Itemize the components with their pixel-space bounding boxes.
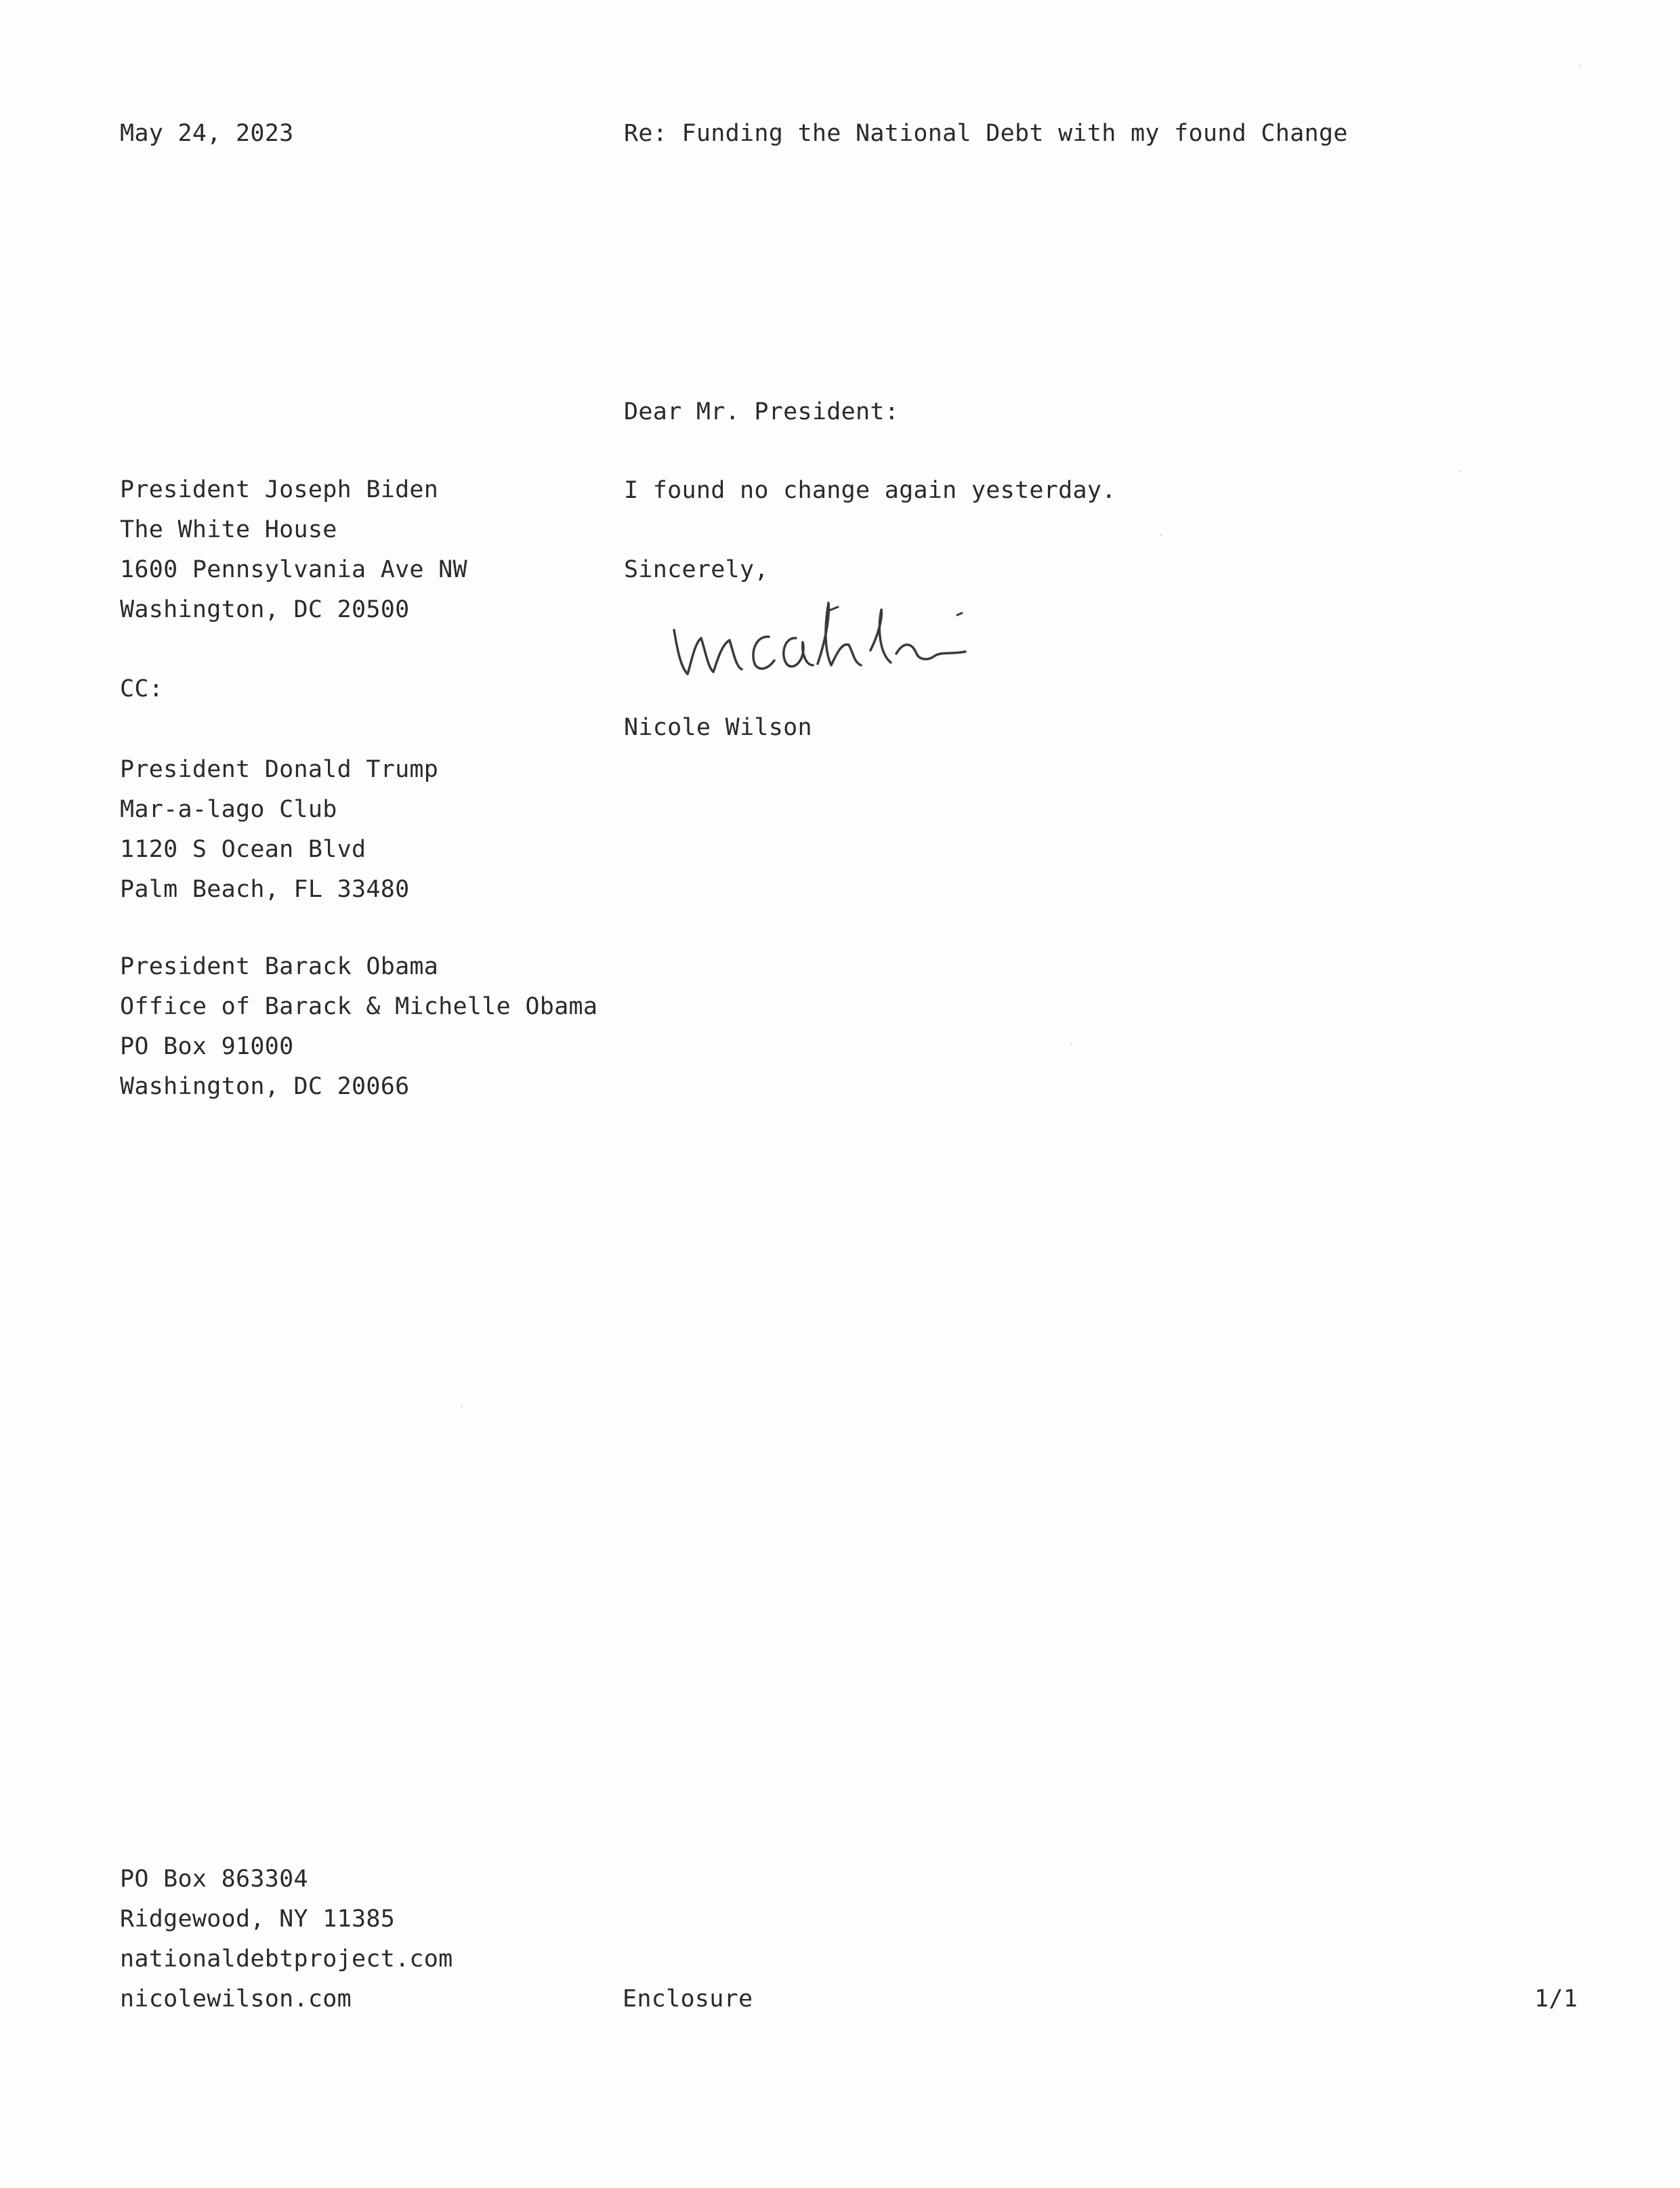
letter-date: May 24, 2023 (120, 120, 294, 147)
cc-line: Mar-a-lago Club (120, 796, 337, 823)
cc-line: 1120 S Ocean Blvd (120, 836, 366, 863)
letter-subject: Re: Funding the National Debt with my found Change (624, 120, 1348, 147)
scan-speck (1458, 470, 1461, 472)
cc-line: Washington, DC 20066 (120, 1073, 410, 1100)
recipient-line: President Joseph Biden (120, 476, 439, 503)
footer-line: nicolewilson.com (120, 1985, 352, 2013)
footer-address (120, 1859, 453, 2019)
cc-line: Office of Barack & Michelle Obama (120, 993, 598, 1020)
cc-label: CC: (120, 675, 164, 702)
salutation: Dear Mr. President: (624, 398, 900, 425)
scan-speck (1070, 1043, 1072, 1045)
page-number: 1/1 (1534, 1985, 1578, 2013)
sender-name: Nicole Wilson (624, 714, 812, 741)
scan-speck (1160, 534, 1162, 536)
footer-line: PO Box 863304 (120, 1866, 308, 1893)
recipient-line: Washington, DC 20500 (120, 596, 410, 623)
letter-body: I found no change again yesterday. (624, 477, 1116, 504)
cc-line: Palm Beach, FL 33480 (120, 876, 410, 903)
footer-line: Ridgewood, NY 11385 (120, 1906, 396, 1933)
recipient-line: 1600 Pennsylvania Ave NW (120, 556, 467, 583)
recipient-address (120, 470, 467, 630)
cc-address-trump (120, 750, 438, 910)
closing: Sincerely, (624, 556, 769, 583)
cc-line: PO Box 91000 (120, 1033, 294, 1060)
handwritten-signature (667, 589, 986, 691)
footer-line: nationaldebtproject.com (120, 1945, 453, 1973)
scan-speck (1578, 64, 1580, 66)
cc-line: President Donald Trump (120, 756, 439, 783)
enclosure-note: Enclosure (623, 1985, 753, 2013)
cc-line: President Barack Obama (120, 953, 439, 980)
cc-address-obama (120, 947, 597, 1107)
recipient-line: The White House (120, 516, 337, 543)
scan-speck (461, 1406, 463, 1408)
